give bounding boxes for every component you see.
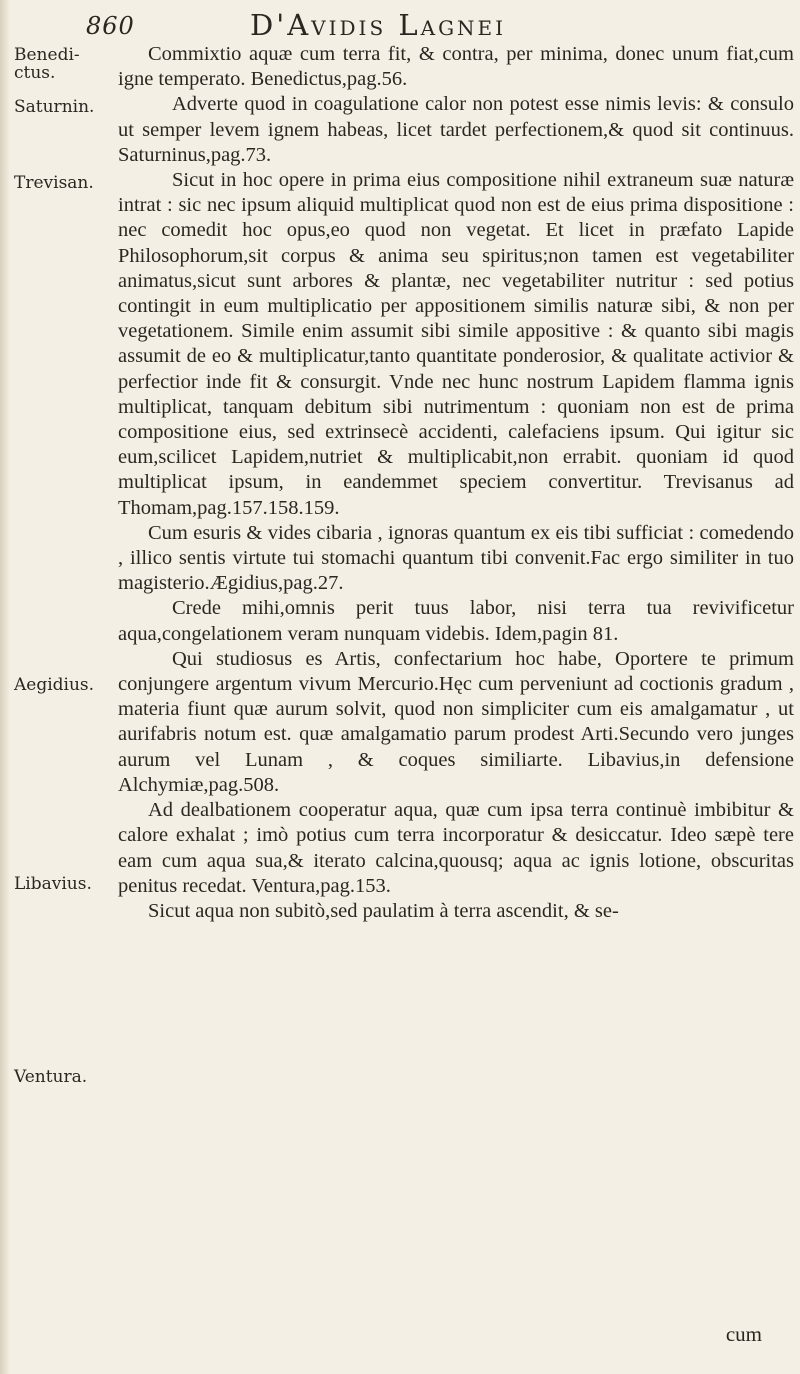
margin-note-benedictus: Benedi-ctus. (14, 45, 80, 83)
paragraph-benedictus: Commixtio aquæ cum terra fit, & contra, per minima, donec unum fiat,cum igne temperato. Benedictus,pag.56. (118, 43, 794, 91)
margin-notes (0, 0, 110, 1374)
margin-note-libavius: Libavius. (14, 874, 92, 894)
paragraph-ventura: Ad dealbationem cooperatur aqua, quæ cum ipsa terra continuè imbibitur & calore exhalat ; imò potius cum terra incorporatur & desiccatur. Ideo sæpè tere eam cum aqua sua,& iterato calcina,quousq; aqua ac ignis lotione, obscuritas penitus recedat. Ventura,pag.153. (118, 799, 794, 897)
catchword: cum (725, 1322, 762, 1346)
page-number: 860 (86, 12, 135, 40)
paragraph-libavius: Qui studiosus es Artis, confectarium hoc habe, Oportere te primum conjungere argentum vivum Mercurio.Hęc cum perveniunt ad coctionis gradum , materia fiunt quæ aurum solvit, quod non simpliciter cum eis amalgamatur , ut aurifabris notum est. quæ amalgamatio parum prodest Arti.Secundo vero junges aurum vel Lunam , & coques similiarte. Libavius,in defensione Alchymiæ,pag.508. (118, 647, 794, 796)
running-title: D'Avidis Lagnei (250, 8, 507, 42)
paragraph-trevisanus: Sicut in hoc opere in prima eius compositione nihil extraneum suæ naturæ intrat : sic nec ipsum aliquid multiplicat quod non est de eius prima dispositione : nec comedit hoc opus,eo quod non vegetat. Et licet in præfato Lapide Philosophorum,sit corpus & anima seu spiritus;non tamen est vegetabiliter animatus,sicut sunt arbores & plantæ, nec vegetabiliter nutritur : sed potius contingit in eum multiplicatio per appositionem similis naturæ sibi, & non per vegetationem. Simile enim assumit sibi simile appositive : & quanto sibi magis assumit de eo & multiplicatur,tanto quantitate ponderosior, & qualitate activior & perfectior inde fit & consurgit. Vnde nec hunc nostrum Lapidem flamma ignis multiplicat, tanquam debitum sibi nutrimentum : quoniam non est de prima compositione eius, sed extrinsecè accidenti, calefaciens ipsum. Qui igitur sic eum,scilicet Lapidem,nutriet & multiplicabit,non errabit. quoniam id quod multiplicat ipsum, in eandemmet speciem convertitur. Trevisanus ad Thomam,pag.157.158.159. (118, 169, 794, 519)
margin-note-trevisan: Trevisan. (14, 173, 94, 193)
margin-note-aegidius: Aegidius. (14, 675, 95, 695)
body-text (118, 42, 794, 924)
paragraph-saturninus: Adverte quod in coagulatione calor non potest esse nimis levis: & consulo ut semper levem ignem habeas, licet tardet perfectionem,& quod sit continuus. Saturninus,pag.73. (118, 93, 794, 166)
paragraph-aegidius-2: Crede mihi,omnis perit tuus labor, nisi terra tua revivificetur aqua,congelationem veram nunquam videbis. Idem,pagin 81. (118, 597, 794, 645)
margin-note-ventura: Ventura. (14, 1067, 88, 1087)
paragraph-aegidius: Cum esuris & vides cibaria , ignoras quantum ex eis tibi sufficiat : comedendo , illico sentis virtute tui stomachi quantum tibi convenit.Fac ergo similiter in tuo magisterio.Ægidius,pag.27. (118, 521, 794, 595)
margin-note-saturnin: Saturnin. (14, 97, 95, 117)
paragraph-final: Sicut aqua non subitò,sed paulatim à terra ascendit, & se- (148, 899, 619, 922)
